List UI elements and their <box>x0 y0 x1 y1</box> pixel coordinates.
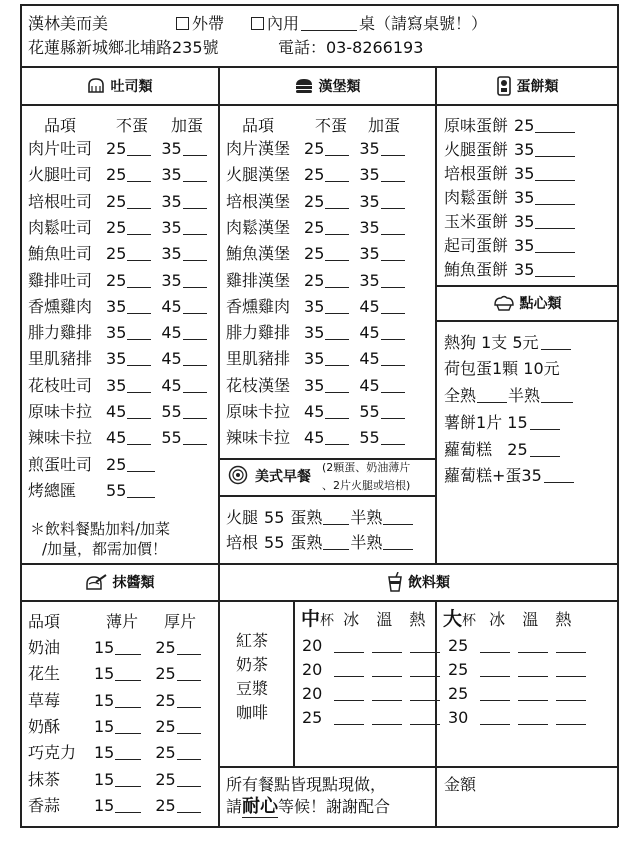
spread-col-item: 品項 <box>28 612 61 631</box>
spread-col-thick: 厚片 <box>164 612 197 631</box>
fill-blank[interactable] <box>535 119 575 133</box>
toast-menu-row[interactable]: 花枝吐司 35 45 <box>28 377 207 395</box>
fill-blank[interactable] <box>183 431 207 445</box>
fill-blank[interactable] <box>535 239 575 253</box>
fill-blank[interactable] <box>518 687 548 701</box>
fill-blank[interactable] <box>323 511 349 525</box>
spread-menu-row[interactable]: 奶酥 15 25 <box>28 718 201 736</box>
divider-col1 <box>218 66 220 826</box>
fill-blank[interactable] <box>372 711 402 725</box>
fill-blank[interactable] <box>383 536 413 550</box>
fill-blank[interactable] <box>325 274 349 288</box>
fill-blank[interactable] <box>381 431 405 445</box>
fill-blank[interactable] <box>334 639 364 653</box>
divider-snack-bottom <box>435 320 618 322</box>
footer-line2: 請耐心等候！謝謝配合 <box>226 796 391 817</box>
fill-blank[interactable] <box>381 274 405 288</box>
fill-blank[interactable] <box>518 663 548 677</box>
american-menu-row[interactable]: 培根 55 蛋熟 半熟 <box>226 534 413 552</box>
spread-menu-row[interactable]: 奶油 15 25 <box>28 639 201 657</box>
fill-blank[interactable] <box>381 352 405 366</box>
fill-blank[interactable] <box>127 221 151 235</box>
fill-blank[interactable] <box>381 326 405 340</box>
toast-menu-row[interactable]: 鮪魚吐司 25 35 <box>28 245 207 263</box>
toast-note-line2: /加量，都需加價！ <box>42 540 168 558</box>
fill-blank[interactable] <box>480 687 510 701</box>
footer-patience: 耐心 <box>242 796 279 817</box>
eggroll-menu-row[interactable]: 玉米蛋餅 35 <box>444 213 575 231</box>
drink-name: 豆漿 <box>236 679 269 698</box>
toast-menu-row[interactable]: 原味卡拉 45 55 <box>28 403 207 421</box>
drink-price-row[interactable]: 20 <box>302 685 440 703</box>
drink-price-row[interactable]: 25 <box>448 685 586 703</box>
large-cup-header: 大杯 冰 溫 熱 <box>443 608 572 630</box>
drink-name: 紅茶 <box>236 631 269 650</box>
fill-blank[interactable] <box>410 639 440 653</box>
fill-blank[interactable] <box>115 694 141 708</box>
fill-blank[interactable] <box>115 773 141 787</box>
eggroll-menu-row[interactable]: 鮪魚蛋餅 35 <box>444 261 575 279</box>
drink-price-row[interactable]: 20 <box>302 661 440 679</box>
eggroll-menu-row[interactable]: 火腿蛋餅 35 <box>444 141 575 159</box>
eggroll-title-cell <box>436 67 618 104</box>
burger-menu-row[interactable]: 香燻雞肉 35 45 <box>226 298 405 316</box>
dine-in-label: 內用 <box>267 14 300 33</box>
fill-blank[interactable] <box>127 247 151 261</box>
fill-blank[interactable] <box>325 195 349 209</box>
fill-blank[interactable] <box>127 195 151 209</box>
fill-blank[interactable] <box>127 458 155 472</box>
fill-blank[interactable] <box>334 687 364 701</box>
burger-menu-row[interactable]: 雞排漢堡 25 35 <box>226 272 405 290</box>
burger-menu-row[interactable]: 花枝漢堡 35 45 <box>226 377 405 395</box>
snack-egg-doneness[interactable]: 全熟 半熟 <box>444 387 573 405</box>
fill-blank[interactable] <box>127 142 151 156</box>
drink-price-row[interactable]: 30 <box>448 709 586 727</box>
spread-menu-row[interactable]: 花生 15 25 <box>28 665 201 683</box>
eggroll-menu-row[interactable]: 原味蛋餅 25 <box>444 117 575 135</box>
fill-blank[interactable] <box>334 663 364 677</box>
fill-blank[interactable] <box>115 641 141 655</box>
drink-price-row[interactable]: 25 <box>448 637 586 655</box>
fill-blank[interactable] <box>127 352 151 366</box>
drink-price-row[interactable]: 25 <box>302 709 440 727</box>
burger-menu-row[interactable]: 腓力雞排 35 45 <box>226 324 405 342</box>
snack-icon <box>493 295 515 311</box>
snack-hash-brown[interactable]: 薯餅1片 15 <box>444 414 560 432</box>
burger-col-egg: 加蛋 <box>368 116 401 135</box>
snack-radish-cake[interactable]: 蘿蔔糕 25 <box>444 441 560 459</box>
fill-blank[interactable] <box>183 168 207 182</box>
fill-blank[interactable] <box>325 142 349 156</box>
fill-blank[interactable] <box>127 379 151 393</box>
toast-menu-row[interactable]: 培根吐司 25 35 <box>28 193 207 211</box>
fill-blank[interactable] <box>127 300 151 314</box>
fill-blank[interactable] <box>115 746 141 760</box>
fill-blank[interactable] <box>480 663 510 677</box>
dine-in-option[interactable] <box>251 15 487 33</box>
fill-blank[interactable] <box>535 215 575 229</box>
toast-icon <box>86 77 106 95</box>
fill-blank[interactable] <box>381 168 405 182</box>
fill-blank[interactable] <box>177 799 201 813</box>
burger-menu-row[interactable]: 肉片漢堡 25 35 <box>226 140 405 158</box>
spread-menu-row[interactable]: 草莓 15 25 <box>28 692 201 710</box>
divider-drinks-col <box>293 600 295 766</box>
medium-cup-header: 中杯 冰 溫 熱 <box>301 608 426 630</box>
toast-title-cell <box>20 67 218 104</box>
toast-menu-row[interactable]: 烤總匯 55 <box>28 482 155 500</box>
fill-blank[interactable] <box>127 168 151 182</box>
fill-blank[interactable] <box>177 746 201 760</box>
border-top <box>20 4 618 6</box>
drink-cup-icon <box>387 572 403 592</box>
border-right <box>617 4 619 827</box>
burger-title: 漢堡類 <box>318 78 361 95</box>
takeout-option[interactable] <box>176 15 224 33</box>
toast-col-no-egg: 不蛋 <box>116 116 149 135</box>
shop-name: 漢林美而美 <box>28 14 109 33</box>
divider-spread-title <box>20 600 618 602</box>
spread-menu-row[interactable]: 巧克力 15 25 <box>28 744 201 762</box>
fill-blank[interactable] <box>115 720 141 734</box>
burger-col-item: 品項 <box>242 116 275 135</box>
toast-menu-row[interactable]: 腓力雞排 35 45 <box>28 324 207 342</box>
fill-blank[interactable] <box>325 168 349 182</box>
burger-menu-row[interactable]: 火腿漢堡 25 35 <box>226 166 405 184</box>
fill-blank[interactable] <box>325 431 349 445</box>
fill-blank[interactable] <box>183 221 207 235</box>
snack-title-cell <box>436 286 618 320</box>
burger-menu-row[interactable]: 辣味卡拉 45 55 <box>226 429 405 447</box>
burger-menu-row[interactable]: 肉鬆漢堡 25 35 <box>226 219 405 237</box>
eggroll-title: 蛋餅類 <box>516 78 559 95</box>
fill-blank[interactable] <box>183 379 207 393</box>
drink-name: 奶茶 <box>236 655 269 674</box>
fill-blank[interactable] <box>323 536 349 550</box>
fill-blank[interactable] <box>381 405 405 419</box>
burger-menu-row[interactable]: 里肌豬排 35 45 <box>226 350 405 368</box>
fill-blank[interactable] <box>410 687 440 701</box>
fill-blank[interactable] <box>127 405 151 419</box>
fill-blank[interactable] <box>535 143 575 157</box>
divider-american-top <box>218 458 436 460</box>
fill-blank[interactable] <box>183 274 207 288</box>
spread-icon <box>84 573 108 591</box>
fill-blank[interactable] <box>372 687 402 701</box>
fill-blank[interactable] <box>535 191 575 205</box>
toast-menu-row[interactable]: 肉片吐司 25 35 <box>28 140 207 158</box>
fill-blank[interactable] <box>325 300 349 314</box>
fill-blank[interactable] <box>127 484 155 498</box>
spread-title-cell <box>20 564 218 600</box>
toast-menu-row[interactable]: 煎蛋吐司 25 <box>28 456 155 474</box>
fill-blank[interactable] <box>381 195 405 209</box>
fill-blank[interactable] <box>410 663 440 677</box>
fill-blank[interactable] <box>325 352 349 366</box>
drink-price-row[interactable]: 20 <box>302 637 440 655</box>
fill-blank[interactable] <box>183 142 207 156</box>
fill-blank[interactable] <box>177 641 201 655</box>
fill-blank[interactable] <box>325 221 349 235</box>
fill-blank[interactable] <box>183 247 207 261</box>
fill-blank[interactable] <box>183 326 207 340</box>
table-note: 桌（請寫桌號！） <box>359 14 488 33</box>
toast-col-item: 品項 <box>44 116 77 135</box>
fill-blank[interactable] <box>381 247 405 261</box>
fill-blank[interactable] <box>325 247 349 261</box>
toast-menu-row[interactable]: 肉鬆吐司 25 35 <box>28 219 207 237</box>
fill-blank[interactable] <box>325 405 349 419</box>
phone: 電話：03-8266193 <box>278 38 424 57</box>
fill-blank[interactable] <box>381 379 405 393</box>
border-left <box>20 4 22 827</box>
spread-title: 抹醬類 <box>112 575 155 591</box>
fill-blank[interactable] <box>115 667 141 681</box>
toast-menu-row[interactable]: 香燻雞肉 35 45 <box>28 298 207 316</box>
toast-col-egg: 加蛋 <box>171 116 204 135</box>
snack-radish-cake-egg[interactable]: 蘿蔔糕+蛋35 <box>444 467 574 485</box>
fill-blank[interactable] <box>381 221 405 235</box>
american-menu-row[interactable]: 火腿 55 蛋熟 半熟 <box>226 509 413 527</box>
american-desc-2: 、2片火腿或培根) <box>322 479 411 492</box>
fill-blank[interactable] <box>325 326 349 340</box>
burger-icon <box>294 77 314 95</box>
fill-blank[interactable] <box>381 142 405 156</box>
eggroll-menu-row[interactable]: 肉鬆蛋餅 35 <box>444 189 575 207</box>
fill-blank[interactable] <box>535 167 575 181</box>
fill-blank[interactable] <box>127 431 151 445</box>
table-number-blank[interactable] <box>301 17 357 31</box>
drink-name: 咖啡 <box>236 703 269 722</box>
border-bottom <box>20 826 618 828</box>
fill-blank[interactable] <box>183 195 207 209</box>
american-title: 美式早餐 <box>255 469 311 485</box>
amount-field[interactable] <box>437 768 616 825</box>
american-icon <box>228 465 248 489</box>
fill-blank[interactable] <box>556 711 586 725</box>
burger-col-no-egg: 不蛋 <box>315 116 348 135</box>
divider-american-bottom <box>218 495 436 497</box>
fill-blank[interactable] <box>183 405 207 419</box>
spread-menu-row[interactable]: 香蒜 15 25 <box>28 797 201 815</box>
fill-blank[interactable] <box>383 511 413 525</box>
american-desc-1: (2顆蛋、奶油薄片 <box>322 461 411 474</box>
fill-blank[interactable] <box>177 720 201 734</box>
fill-blank[interactable] <box>325 379 349 393</box>
fill-blank[interactable] <box>127 326 151 340</box>
burger-menu-row[interactable]: 鮪魚漢堡 25 35 <box>226 245 405 263</box>
fill-blank[interactable] <box>480 639 510 653</box>
burger-menu-row[interactable]: 原味卡拉 45 55 <box>226 403 405 421</box>
toast-menu-row[interactable]: 雞排吐司 25 35 <box>28 272 207 290</box>
eggroll-menu-row[interactable]: 起司蛋餅 35 <box>444 237 575 255</box>
fill-blank[interactable] <box>372 663 402 677</box>
dine-in-checkbox[interactable] <box>251 17 264 30</box>
fill-blank[interactable] <box>556 687 586 701</box>
footer-line1: 所有餐點皆現點現做， <box>226 775 387 794</box>
fill-blank[interactable] <box>518 711 548 725</box>
fill-blank[interactable] <box>115 799 141 813</box>
fill-blank[interactable] <box>127 274 151 288</box>
eggroll-menu-row[interactable]: 培根蛋餅 35 <box>444 165 575 183</box>
toast-menu-row[interactable]: 里肌豬排 35 45 <box>28 350 207 368</box>
toast-menu-row[interactable]: 辣味卡拉 45 55 <box>28 429 207 447</box>
takeout-checkbox[interactable] <box>176 17 189 30</box>
drinks-title: 飲料類 <box>408 575 450 591</box>
toast-note-line1: ＊飲料餐點加料/加菜 <box>30 520 171 538</box>
fill-blank[interactable] <box>177 667 201 681</box>
fill-blank[interactable] <box>177 694 201 708</box>
toast-title: 吐司類 <box>110 78 153 95</box>
fill-blank[interactable] <box>535 263 575 277</box>
fill-blank[interactable] <box>177 773 201 787</box>
divider-section-titles <box>20 104 618 106</box>
fill-blank[interactable] <box>480 711 510 725</box>
fill-blank[interactable] <box>183 352 207 366</box>
drinks-title-cell <box>219 564 618 600</box>
fill-blank[interactable] <box>183 300 207 314</box>
snack-hotdog[interactable]: 熱狗 1支 5元 <box>444 334 571 352</box>
snack-fried-egg[interactable]: 荷包蛋1顆 10元 <box>444 359 560 378</box>
takeout-label: 外帶 <box>192 14 225 33</box>
fill-blank[interactable] <box>381 300 405 314</box>
spread-menu-row[interactable]: 抹茶 15 25 <box>28 771 201 789</box>
snack-title: 點心類 <box>519 296 562 312</box>
amount-label: 金額 <box>444 775 477 794</box>
spread-col-thin: 薄片 <box>106 612 139 631</box>
fill-blank[interactable] <box>334 711 364 725</box>
eggroll-icon <box>496 76 512 96</box>
address: 花蓮縣新城鄉北埔路235號 <box>28 38 219 57</box>
toast-menu-row[interactable]: 火腿吐司 25 35 <box>28 166 207 184</box>
burger-menu-row[interactable]: 培根漢堡 25 35 <box>226 193 405 211</box>
drink-price-row[interactable]: 25 <box>448 661 586 679</box>
fill-blank[interactable] <box>518 639 548 653</box>
fill-blank[interactable] <box>556 639 586 653</box>
burger-title-cell <box>219 67 435 104</box>
fill-blank[interactable] <box>372 639 402 653</box>
fill-blank[interactable] <box>410 711 440 725</box>
fill-blank[interactable] <box>556 663 586 677</box>
